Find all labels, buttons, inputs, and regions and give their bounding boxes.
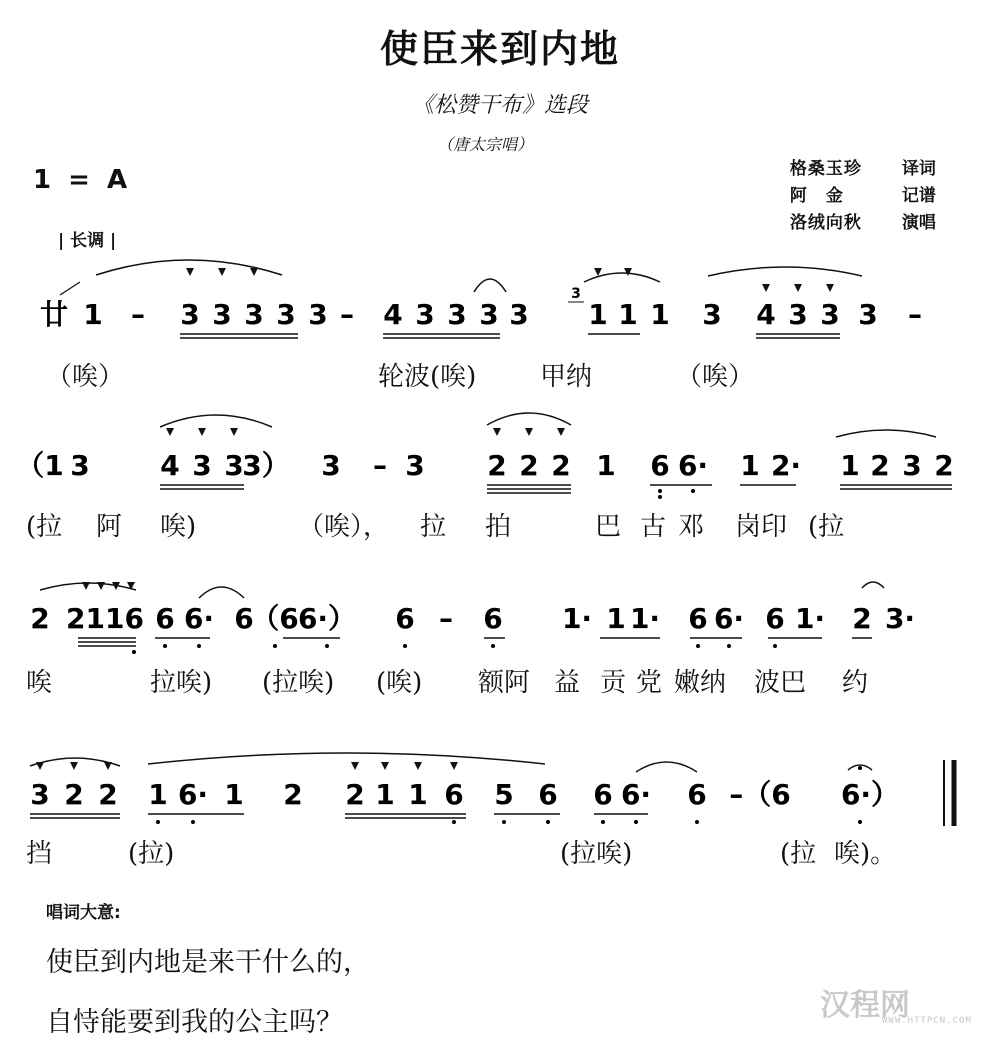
- note: 6·: [177, 778, 209, 811]
- key-signature: 1 = A: [33, 165, 132, 195]
- note: 3: [30, 778, 50, 811]
- note: 6·: [713, 602, 745, 635]
- watermark-logo: 汉程网: [820, 988, 910, 1023]
- octave-dot: [273, 644, 277, 648]
- note: 1·: [561, 602, 593, 635]
- octave-dot: [132, 650, 136, 654]
- accent-mark: [218, 268, 226, 276]
- octave-dot: [696, 644, 700, 648]
- gist-line-1: 使臣到内地是来干什么的，: [46, 947, 370, 978]
- note: 1: [618, 298, 638, 331]
- accent-mark: [351, 762, 359, 770]
- note: 6: [483, 602, 503, 635]
- note: 6·）: [297, 602, 357, 635]
- octave-dot: [691, 489, 695, 493]
- note: 1: [596, 449, 616, 482]
- accent-mark: [166, 428, 174, 436]
- note: 1: [650, 298, 670, 331]
- note: （6: [251, 602, 299, 635]
- accent-mark: [250, 268, 258, 276]
- note: 6: [444, 778, 464, 811]
- lyric-syllable: (拉: [780, 839, 817, 869]
- note: –: [373, 449, 387, 482]
- octave-dot: [858, 820, 862, 824]
- lyric-syllable: 轮波(唉): [378, 362, 477, 392]
- note: 4: [160, 449, 180, 482]
- note: 6·: [620, 778, 652, 811]
- note: 3）: [242, 449, 290, 482]
- octave-dot: [634, 820, 638, 824]
- note: 1: [588, 298, 608, 331]
- note: 1: [83, 298, 103, 331]
- lyric-syllable: 约: [842, 668, 869, 698]
- note: 6·）: [840, 778, 900, 811]
- lyric-syllable: 唉)。: [834, 839, 897, 869]
- note: 1: [375, 778, 395, 811]
- accent-mark: [82, 582, 90, 590]
- note: 2: [98, 778, 118, 811]
- note: 3: [244, 298, 264, 331]
- lyric-syllable: （唉），: [298, 512, 390, 542]
- note: 2: [487, 449, 507, 482]
- accent-mark: [70, 762, 78, 770]
- subtitle: 《松赞干布》选段: [411, 93, 588, 118]
- note: 3: [308, 298, 328, 331]
- octave-dot: [546, 820, 550, 824]
- credit-role: 演唱: [901, 213, 936, 233]
- lyric-syllable: 挡: [26, 839, 53, 869]
- octave-dot: [601, 820, 605, 824]
- note: 6: [395, 602, 415, 635]
- note: 1: [606, 602, 626, 635]
- lyric-syllable: 党: [636, 668, 663, 698]
- credit-name: 格桑玉珍: [789, 159, 862, 179]
- lyric-syllable: 巴: [595, 512, 622, 542]
- lyric-syllable: 波巴: [754, 668, 807, 698]
- octave-dot: [658, 489, 662, 493]
- note: 3: [820, 298, 840, 331]
- note: 2: [852, 602, 872, 635]
- slur-arc: [862, 582, 884, 588]
- style-marking: | 长调 |: [58, 231, 117, 251]
- note: 3: [321, 449, 341, 482]
- octave-dot: [197, 644, 201, 648]
- note: 6: [155, 602, 175, 635]
- credit-role: 记谱: [901, 186, 936, 206]
- credit-name: 阿 金: [789, 186, 844, 206]
- lyric-syllable: 拍: [485, 512, 512, 542]
- octave-dot: [502, 820, 506, 824]
- note: 1: [840, 449, 860, 482]
- note: 3: [415, 298, 435, 331]
- note: 3: [902, 449, 922, 482]
- note: 1·: [629, 602, 661, 635]
- accent-mark: [493, 428, 501, 436]
- note: 6: [765, 602, 785, 635]
- slur-arc: [836, 430, 936, 437]
- lyric-syllable: （唉）: [46, 362, 125, 392]
- octave-dot: [452, 820, 456, 824]
- note: –（6: [729, 778, 791, 811]
- octave-dot: [191, 820, 195, 824]
- accent-mark: [826, 284, 834, 292]
- accent-mark: [624, 268, 632, 276]
- lyric-syllable: 额阿: [478, 668, 531, 698]
- accent-mark: [230, 428, 238, 436]
- note: （1: [16, 449, 64, 482]
- lyric-syllable: 贡: [600, 668, 627, 698]
- accent-mark: [450, 762, 458, 770]
- note: 6: [688, 602, 708, 635]
- octave-dot: [325, 644, 329, 648]
- gist-label: 唱词大意:: [46, 903, 121, 923]
- accent-mark: [594, 268, 602, 276]
- note: 2: [870, 449, 890, 482]
- note: 2116: [66, 602, 144, 635]
- lyric-syllable: 益: [554, 668, 581, 698]
- note: 2: [551, 449, 571, 482]
- octave-dot: [695, 820, 699, 824]
- slur-arc: [148, 753, 545, 764]
- octave-dot: [163, 644, 167, 648]
- note: 3: [405, 449, 425, 482]
- octave-dot: [403, 644, 407, 648]
- lyric-syllable: 古: [640, 512, 667, 542]
- note: 6: [538, 778, 558, 811]
- lyric-syllable: (拉唉): [560, 839, 633, 869]
- note: 2·: [770, 449, 802, 482]
- note: 4: [756, 298, 776, 331]
- note: 6: [650, 449, 670, 482]
- accent-mark: [381, 762, 389, 770]
- lyric-syllable: (拉: [808, 512, 845, 542]
- credit-name: 洛绒向秋: [789, 213, 862, 233]
- note: 4: [383, 298, 403, 331]
- note: 3: [70, 449, 90, 482]
- note-lead: 廿: [39, 298, 69, 331]
- note: 6: [234, 602, 254, 635]
- singer-role: （唐太宗唱）: [436, 135, 533, 154]
- note: 3: [276, 298, 296, 331]
- note: –: [908, 298, 922, 331]
- accent-mark: [414, 762, 422, 770]
- note: 2: [934, 449, 954, 482]
- accent-mark: [36, 762, 44, 770]
- accent-mark: [557, 428, 565, 436]
- lyric-syllable: 岗印: [735, 512, 788, 542]
- note: 2: [64, 778, 84, 811]
- slur-arc: [636, 762, 697, 772]
- lyric-syllable: 唉): [160, 512, 197, 542]
- lyric-syllable: （唉）: [676, 362, 755, 392]
- note: 3: [702, 298, 722, 331]
- lyric-syllable: 甲纳: [540, 362, 593, 392]
- lyric-syllable: 嫩纳: [674, 668, 727, 698]
- slur-arc: [199, 587, 244, 598]
- note: 3: [192, 449, 212, 482]
- lyric-syllable: 拉: [420, 512, 447, 542]
- accent-mark: [794, 284, 802, 292]
- octave-dot: [156, 820, 160, 824]
- watermark-url: WWW.HTTPCN.COM: [882, 1016, 972, 1026]
- note: 3: [479, 298, 499, 331]
- note: 2: [519, 449, 539, 482]
- octave-dot: [727, 644, 731, 648]
- accent-mark: [104, 762, 112, 770]
- note: 6: [593, 778, 613, 811]
- note: –: [439, 602, 453, 635]
- lyric-syllable: 阿: [96, 512, 123, 542]
- lyric-syllable: (拉: [26, 512, 63, 542]
- note: 5: [494, 778, 514, 811]
- gist-line-2: 自恃能要到我的公主吗？: [46, 1007, 343, 1038]
- note: 2: [30, 602, 50, 635]
- note: 3: [447, 298, 467, 331]
- lyric-syllable: 邓: [678, 512, 705, 542]
- accent-mark: [762, 284, 770, 292]
- note: 2: [345, 778, 365, 811]
- page-title: 使臣来到内地: [379, 26, 620, 71]
- lyric-syllable: 唉: [26, 668, 53, 698]
- grace-note: 3: [571, 286, 581, 302]
- note: 3: [509, 298, 529, 331]
- octave-dot: [773, 644, 777, 648]
- note: 1: [148, 778, 168, 811]
- note: 1·: [794, 602, 826, 635]
- accent-mark: [198, 428, 206, 436]
- lyric-syllable: (拉唉): [262, 668, 335, 698]
- note: 3: [788, 298, 808, 331]
- note: 1: [408, 778, 428, 811]
- scoop-arrow: [60, 282, 80, 295]
- lyric-syllable: (唉): [376, 668, 423, 698]
- note: 2: [283, 778, 303, 811]
- slur-arc: [160, 415, 272, 427]
- note: 3: [180, 298, 200, 331]
- octave-dot: [858, 766, 862, 770]
- note: –: [131, 298, 145, 331]
- accent-mark: [97, 582, 105, 590]
- note: 3·: [884, 602, 916, 635]
- slur-arc: [708, 267, 862, 276]
- note: 3: [212, 298, 232, 331]
- lyric-syllable: (拉): [128, 839, 175, 869]
- octave-dot: [658, 495, 662, 499]
- note: 6: [687, 778, 707, 811]
- slur-arc: [487, 413, 571, 425]
- note: 1: [740, 449, 760, 482]
- slur-arc: [584, 273, 660, 282]
- note: –: [340, 298, 354, 331]
- lyric-syllable: 拉唉): [150, 668, 213, 698]
- note: 3: [858, 298, 878, 331]
- note: 1: [224, 778, 244, 811]
- accent-mark: [186, 268, 194, 276]
- note: 6·: [677, 449, 709, 482]
- note: 6·: [183, 602, 215, 635]
- credit-role: 译词: [901, 159, 936, 179]
- octave-dot: [491, 644, 495, 648]
- slur-arc: [474, 279, 506, 292]
- note: 3: [224, 449, 244, 482]
- accent-mark: [525, 428, 533, 436]
